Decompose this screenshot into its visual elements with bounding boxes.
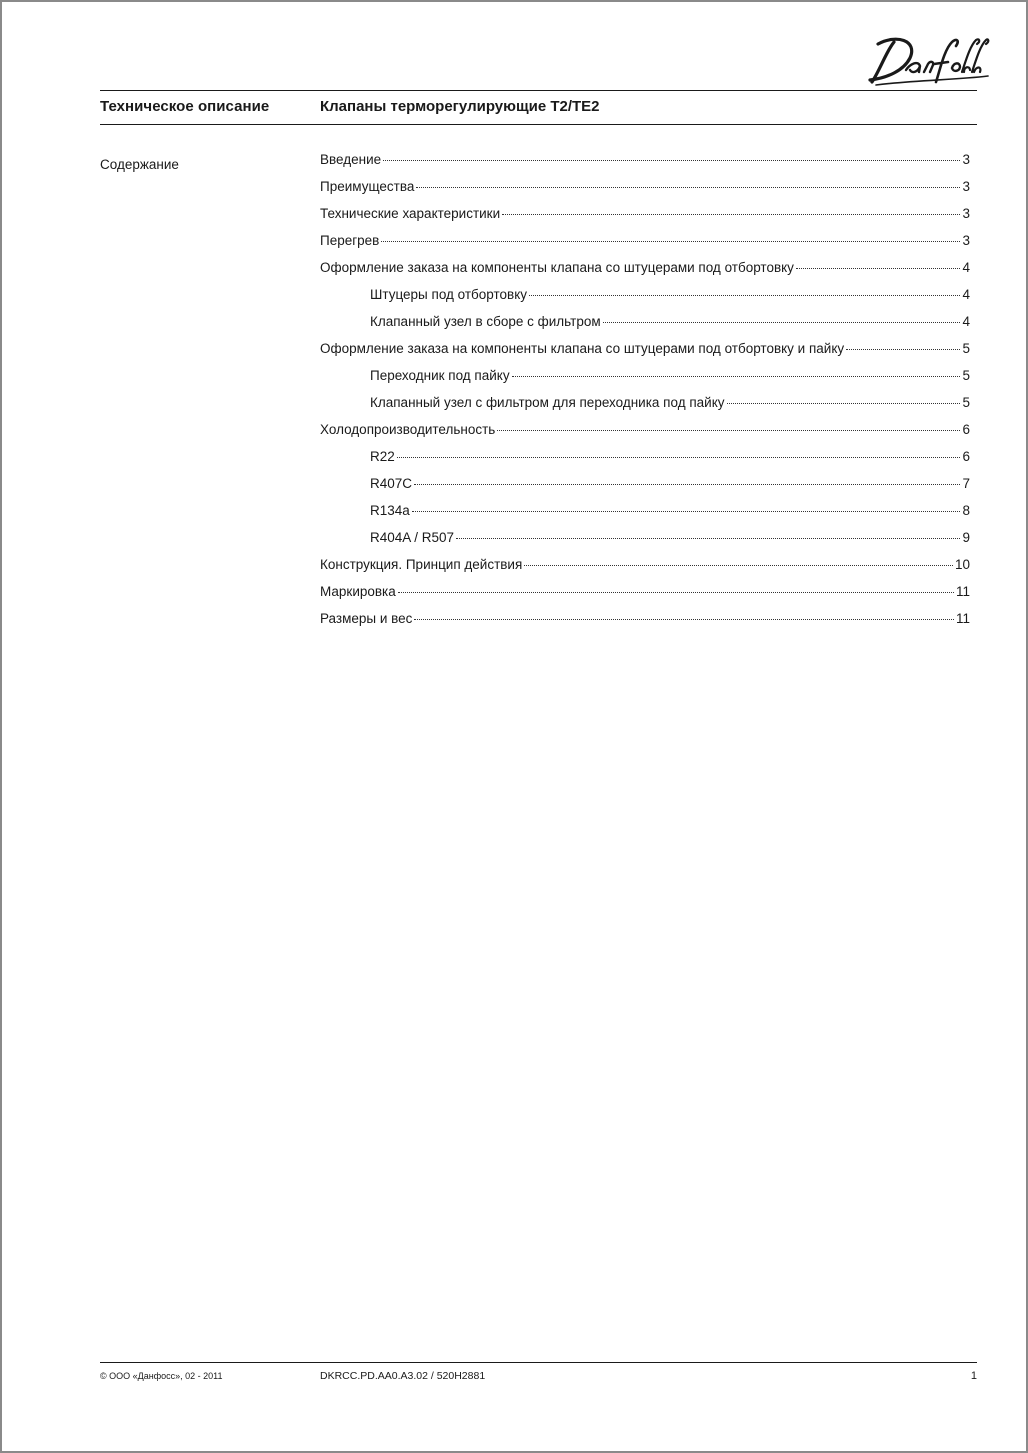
toc-entry[interactable]: [320, 152, 970, 179]
product-title: Клапаны терморегулирующие T2/TE2: [320, 98, 600, 115]
toc-entry-page: 5: [962, 395, 970, 410]
toc-entry[interactable]: [320, 341, 970, 368]
toc-entry[interactable]: [320, 503, 970, 530]
toc-entry-page: 10: [954, 557, 970, 572]
toc-dot-leader: [412, 511, 961, 512]
toc-entry-title: Клапанный узел с фильтром для переходника под пайку: [370, 395, 725, 410]
toc-dot-leader: [416, 187, 960, 188]
table-of-contents: [320, 152, 970, 638]
toc-entry-title: R22: [370, 449, 395, 464]
toc-entry-page: 3: [962, 233, 970, 248]
toc-dot-leader: [414, 484, 960, 485]
toc-entry-title: R134a: [370, 503, 410, 518]
toc-entry-page: 9: [962, 530, 970, 545]
toc-entry[interactable]: [320, 476, 970, 503]
toc-entry[interactable]: [320, 449, 970, 476]
toc-entry-title: R407C: [370, 476, 413, 491]
toc-dot-leader: [529, 295, 960, 296]
toc-entry[interactable]: [320, 260, 970, 287]
toc-entry-title: Переходник под пайку: [370, 368, 510, 383]
toc-entry-page: 3: [962, 179, 970, 194]
toc-entry-page: 4: [962, 260, 970, 275]
toc-entry[interactable]: [320, 422, 970, 449]
toc-entry-page: 11: [955, 584, 970, 599]
document-code: DKRCC.PD.AA0.A3.02 / 520H2881: [320, 1370, 486, 1382]
toc-entry-page: 5: [962, 341, 970, 356]
toc-dot-leader: [727, 403, 961, 404]
toc-label: Содержание: [100, 157, 179, 172]
toc-entry[interactable]: [320, 368, 970, 395]
toc-entry-title: Введение: [320, 152, 382, 167]
toc-entry-page: 6: [962, 449, 970, 464]
toc-entry-page: 4: [962, 287, 970, 302]
toc-dot-leader: [383, 160, 960, 161]
toc-entry[interactable]: [320, 179, 970, 206]
toc-entry-title: Маркировка: [320, 584, 396, 599]
toc-dot-leader: [524, 565, 953, 566]
toc-entry-title: Технические характеристики: [320, 206, 501, 221]
toc-entry-title: Холодопроизводительность: [320, 422, 496, 437]
footer-rule: [100, 1362, 977, 1363]
toc-dot-leader: [497, 430, 960, 431]
toc-entry[interactable]: [320, 206, 970, 233]
toc-dot-leader: [397, 457, 961, 458]
toc-entry-page: 11: [955, 611, 970, 626]
toc-entry-title: Конструкция. Принцип действия: [320, 557, 523, 572]
toc-entry[interactable]: [320, 584, 970, 611]
toc-entry-page: 3: [962, 152, 970, 167]
toc-entry-title: Перегрев: [320, 233, 380, 248]
toc-entry-page: 3: [962, 206, 970, 221]
toc-entry[interactable]: [320, 611, 970, 638]
header-bottom-rule: [100, 124, 977, 125]
toc-entry-page: 4: [962, 314, 970, 329]
toc-entry-title: Клапанный узел в сборе с фильтром: [370, 314, 601, 329]
toc-entry-page: 5: [962, 368, 970, 383]
toc-dot-leader: [502, 214, 960, 215]
toc-dot-leader: [796, 268, 961, 269]
danfoss-logo: [866, 30, 990, 88]
toc-dot-leader: [398, 592, 954, 593]
header-top-rule: [100, 90, 977, 91]
toc-entry[interactable]: [320, 557, 970, 584]
toc-entry-page: 6: [962, 422, 970, 437]
toc-dot-leader: [381, 241, 960, 242]
toc-entry[interactable]: [320, 395, 970, 422]
toc-entry-page: 8: [962, 503, 970, 518]
toc-entry-title: Оформление заказа на компоненты клапана со штуцерами под отбортовку и пайку: [320, 341, 845, 356]
toc-dot-leader: [846, 349, 960, 350]
toc-entry[interactable]: [320, 314, 970, 341]
copyright-text: © ООО «Данфосс», 02 - 2011: [100, 1371, 223, 1381]
toc-entry-page: 7: [962, 476, 970, 491]
toc-entry[interactable]: [320, 233, 970, 260]
toc-entry[interactable]: [320, 530, 970, 557]
toc-entry-title: Оформление заказа на компоненты клапана со штуцерами под отбортовку: [320, 260, 794, 275]
document-type-title: Техническое описание: [100, 98, 270, 115]
toc-entry-title: Штуцеры под отбортовку: [370, 287, 528, 302]
toc-entry-title: Размеры и вес: [320, 611, 413, 626]
page-number: 1: [970, 1370, 977, 1382]
toc-dot-leader: [456, 538, 960, 539]
toc-dot-leader: [603, 322, 961, 323]
toc-entry-title: R404A / R507: [370, 530, 455, 545]
toc-entry[interactable]: [320, 287, 970, 314]
toc-dot-leader: [414, 619, 954, 620]
toc-dot-leader: [512, 376, 961, 377]
toc-entry-title: Преимущества: [320, 179, 415, 194]
